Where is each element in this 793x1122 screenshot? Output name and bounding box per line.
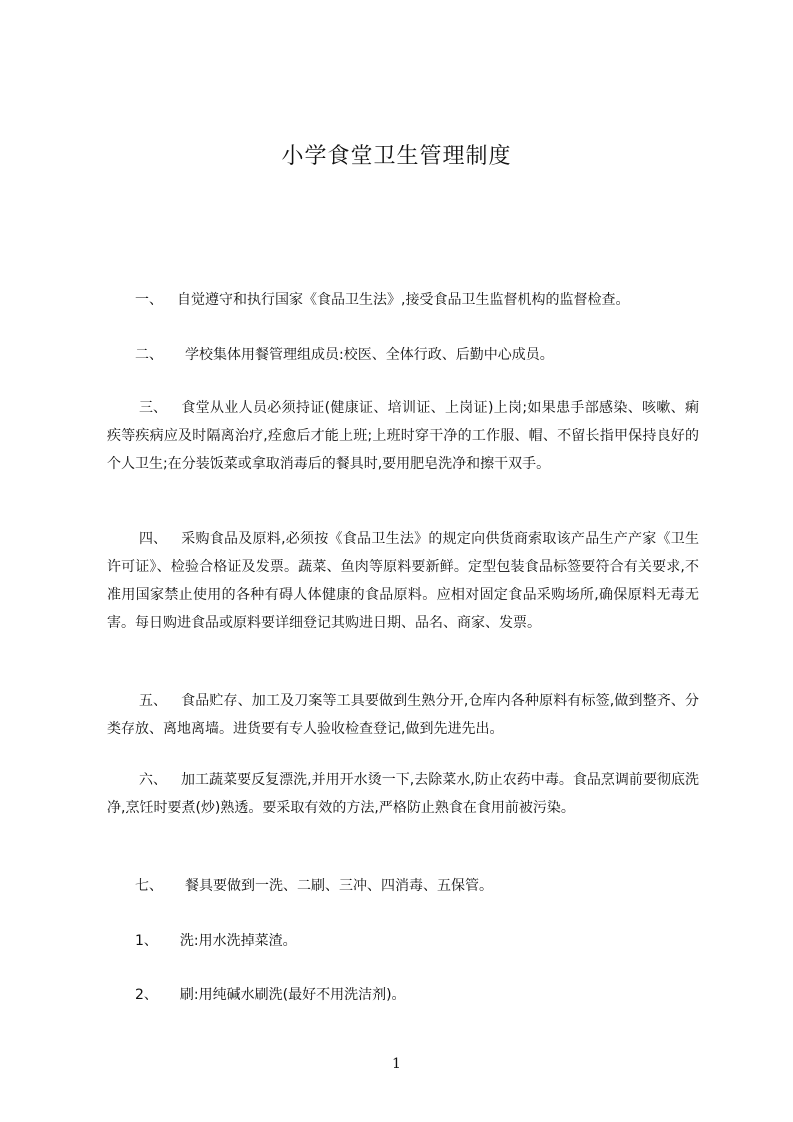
section-6: [107, 766, 699, 822]
section-5-number: 五、: [139, 693, 167, 709]
subitem-2-text: 刷:用纯碱水刷洗(最好不用洗洁剂)。: [179, 987, 406, 1003]
document-title: 小学食堂卫生管理制度: [281, 144, 512, 169]
page-number: 1: [392, 1056, 401, 1072]
section-3-number: 三、: [139, 400, 167, 416]
section-1-text: 自觉遵守和执行国家《食品卫生法》,接受食品卫生监督机构的监督检查。: [177, 292, 630, 308]
subitem-1-number: 1、: [135, 933, 158, 949]
section-5: [107, 687, 699, 743]
section-5-text: 食品贮存、加工及刀案等工具要做到生熟分开,仓库内各种原料有标签,做到整齐、分类存放、离地离墙。进货要有专人验收检查登记,做到先进先出。: [107, 693, 699, 737]
section-1-number: 一、: [135, 292, 163, 308]
subitem-2: [107, 981, 727, 1009]
section-1: [107, 286, 727, 314]
section-2: [107, 341, 727, 369]
subitem-1-text: 洗:用水洗掉菜渣。: [179, 933, 297, 949]
subitem-2-number: 2、: [135, 987, 158, 1003]
subitem-1: [107, 927, 727, 955]
section-6-number: 六、: [139, 772, 167, 788]
section-3-text: 食堂从业人员必须持证(健康证、培训证、上岗证)上岗;如果患手部感染、咳嗽、痢疾等疾病应及时隔离治疗,痊愈后才能上班;上班时穿干净的工作服、帽、不留长指甲保持良好的个人卫生;在分装饭菜或拿取消毒后的餐具时,要用肥皂洗净和擦干双手。: [107, 400, 699, 472]
section-7: [107, 872, 727, 900]
section-4-text: 采购食品及原料,必须按《食品卫生法》的规定向供货商索取该产品生产产家《卫生许可证》、检验合格证及发票。蔬菜、鱼肉等原料要新鲜。定型包装食品标签要符合有关要求,不准用国家禁止使用的各种有碍人体健康的食品原料。应相对固定食品采购场所,确保原料无毒无害。每日购进食品或原料要详细登记其购进日期、品名、商家、发票。: [107, 531, 699, 631]
section-6-text: 加工蔬菜要反复漂洗,并用开水烫一下,去除菜水,防止农药中毒。食品烹调前要彻底洗净,烹饪时要煮(炒)熟透。要采取有效的方法,严格防止熟食在食用前被污染。: [107, 772, 699, 816]
section-7-text: 餐具要做到一洗、二刷、三冲、四消毒、五保管。: [185, 878, 493, 894]
section-2-number: 二、: [135, 347, 163, 363]
section-7-number: 七、: [135, 878, 163, 894]
section-4: [107, 525, 699, 637]
section-4-number: 四、: [139, 531, 167, 547]
section-2-text: 学校集体用餐管理组成员:校医、全体行政、后勤中心成员。: [185, 347, 554, 363]
section-3: [107, 394, 699, 478]
